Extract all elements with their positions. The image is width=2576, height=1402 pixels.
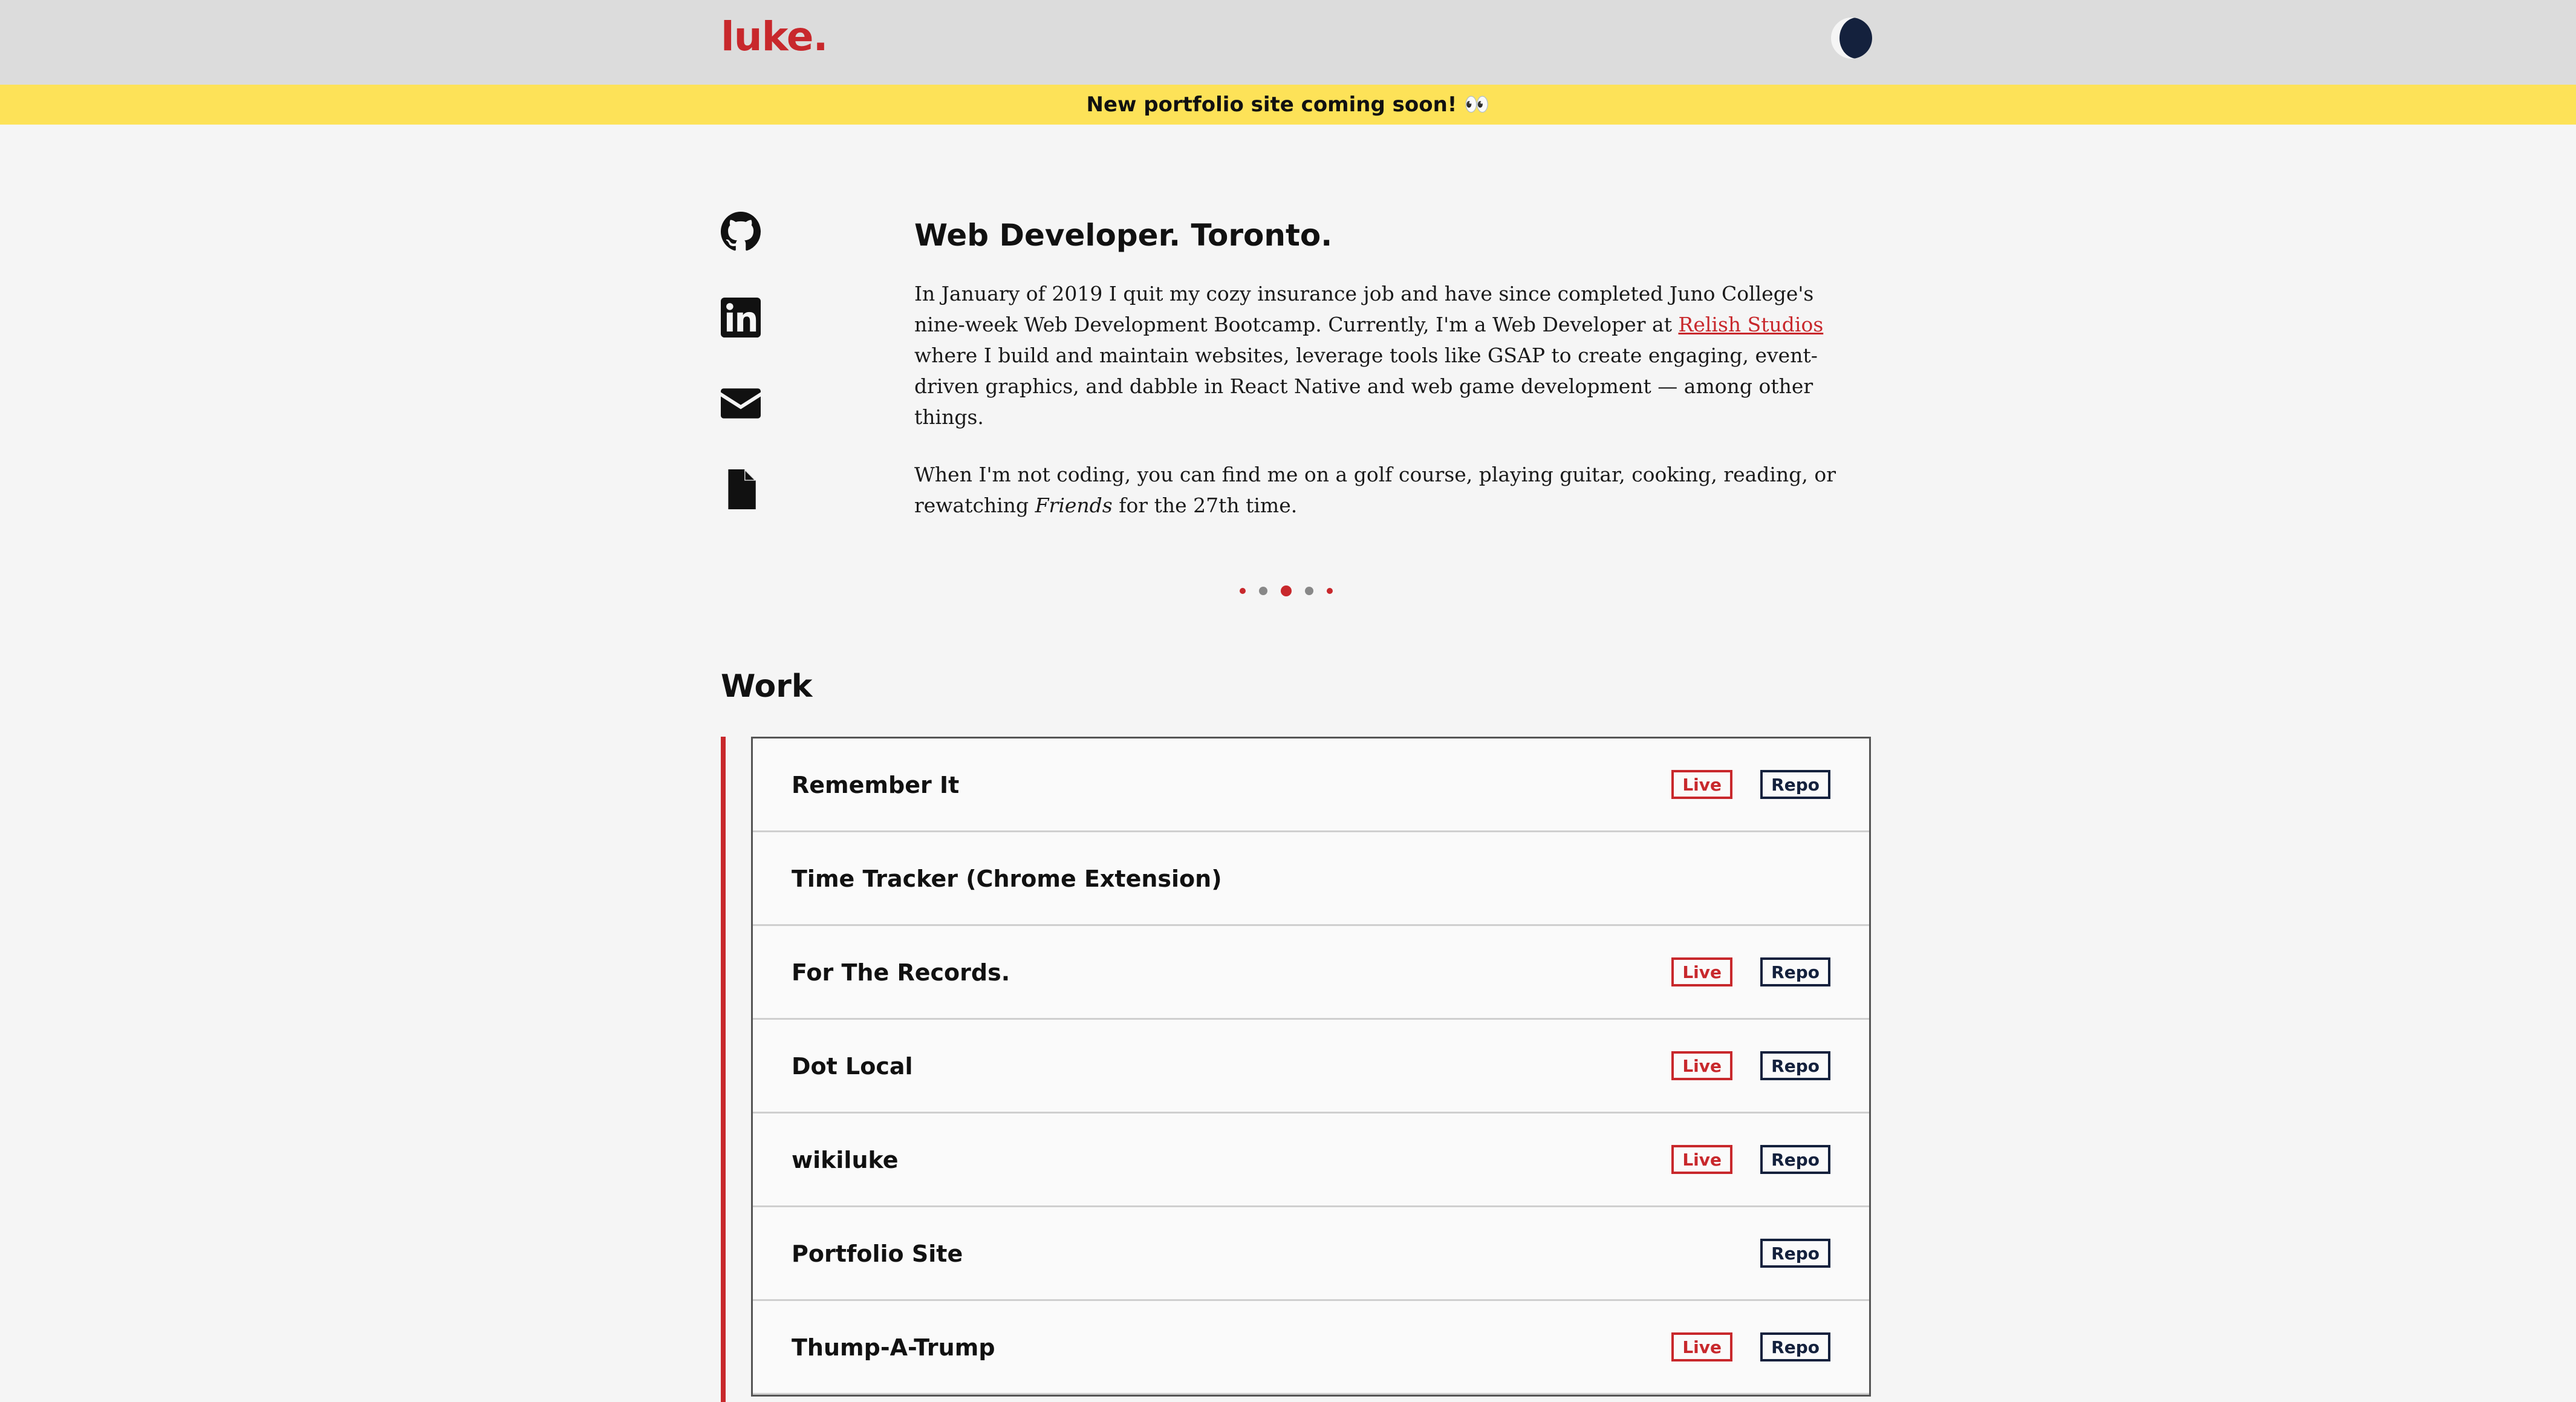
work-item[interactable] [753, 1020, 1869, 1113]
site-header [0, 0, 2576, 85]
intro-heading: Web Developer. Toronto. [914, 218, 1333, 253]
repo-button[interactable]: Repo [1760, 1145, 1830, 1174]
work-item-name: Time Tracker (Chrome Extension) [792, 866, 1222, 892]
divider-dot [1327, 588, 1333, 594]
github-link[interactable] [721, 212, 761, 252]
divider-dot [1305, 587, 1313, 595]
moon-icon [1839, 18, 1872, 59]
resume-link[interactable] [721, 469, 761, 509]
work-item[interactable] [753, 1113, 1869, 1207]
work-item[interactable] [753, 1301, 1869, 1395]
intro-text: where I build and maintain websites, leverage tools like GSAP to create engaging, event-driven graphics, and dabble in React Native and web game development — among other things. [914, 344, 1818, 429]
friends-emphasis: Friends [1035, 494, 1113, 517]
github-icon [721, 212, 761, 252]
work-item[interactable] [753, 926, 1869, 1020]
document-icon [721, 469, 761, 509]
repo-button[interactable]: Repo [1760, 1051, 1830, 1080]
repo-button[interactable]: Repo [1760, 1239, 1830, 1268]
repo-button[interactable]: Repo [1760, 1332, 1830, 1361]
linkedin-icon [721, 298, 761, 337]
email-link[interactable] [721, 383, 761, 423]
intro-text: In January of 2019 I quit my cozy insurance job and have since completed Juno College's nine-week Web Development Bootcamp. Currently, I'm a Web Developer at [914, 282, 1814, 336]
divider-dot [1259, 587, 1267, 595]
work-item-name: Portfolio Site [792, 1241, 963, 1267]
work-heading: Work [721, 668, 813, 705]
announcement-banner: New portfolio site coming soon! 👀 [0, 85, 2576, 125]
relish-studios-link[interactable]: Relish Studios [1678, 313, 1824, 336]
live-button[interactable]: Live [1671, 770, 1732, 799]
repo-button[interactable]: Repo [1760, 957, 1830, 986]
linkedin-link[interactable] [721, 298, 761, 337]
intro-paragraph-2 [914, 459, 1858, 521]
theme-toggle-button[interactable] [1831, 18, 1872, 59]
divider-dot [1281, 585, 1292, 596]
social-links [721, 212, 761, 555]
repo-button[interactable]: Repo [1760, 770, 1830, 799]
mail-icon [721, 383, 761, 423]
section-divider-dots [1240, 582, 1333, 600]
live-button[interactable]: Live [1671, 1051, 1732, 1080]
intro-text: When I'm not coding, you can find me on a golf course, playing guitar, cooking, reading, or rewatching [914, 463, 1836, 517]
site-logo[interactable]: luke. [721, 13, 828, 60]
intro-text: for the 27th time. [1112, 494, 1298, 517]
live-button[interactable]: Live [1671, 1145, 1732, 1174]
work-item-name: Thump-A-Trump [792, 1334, 995, 1361]
work-list [751, 737, 1871, 1397]
live-button[interactable]: Live [1671, 1332, 1732, 1361]
intro-paragraph-1 [914, 278, 1858, 432]
work-accent-bar [721, 737, 726, 1402]
work-item-name: Dot Local [792, 1053, 913, 1080]
work-item[interactable] [753, 738, 1869, 832]
work-item[interactable] [753, 1207, 1869, 1301]
live-button[interactable]: Live [1671, 957, 1732, 986]
intro-section [914, 218, 1858, 547]
work-item-name: For The Records. [792, 959, 1010, 986]
work-item-name: Remember It [792, 772, 960, 798]
work-item[interactable] [753, 832, 1869, 926]
work-item-name: wikiluke [792, 1147, 899, 1173]
divider-dot [1240, 588, 1246, 594]
